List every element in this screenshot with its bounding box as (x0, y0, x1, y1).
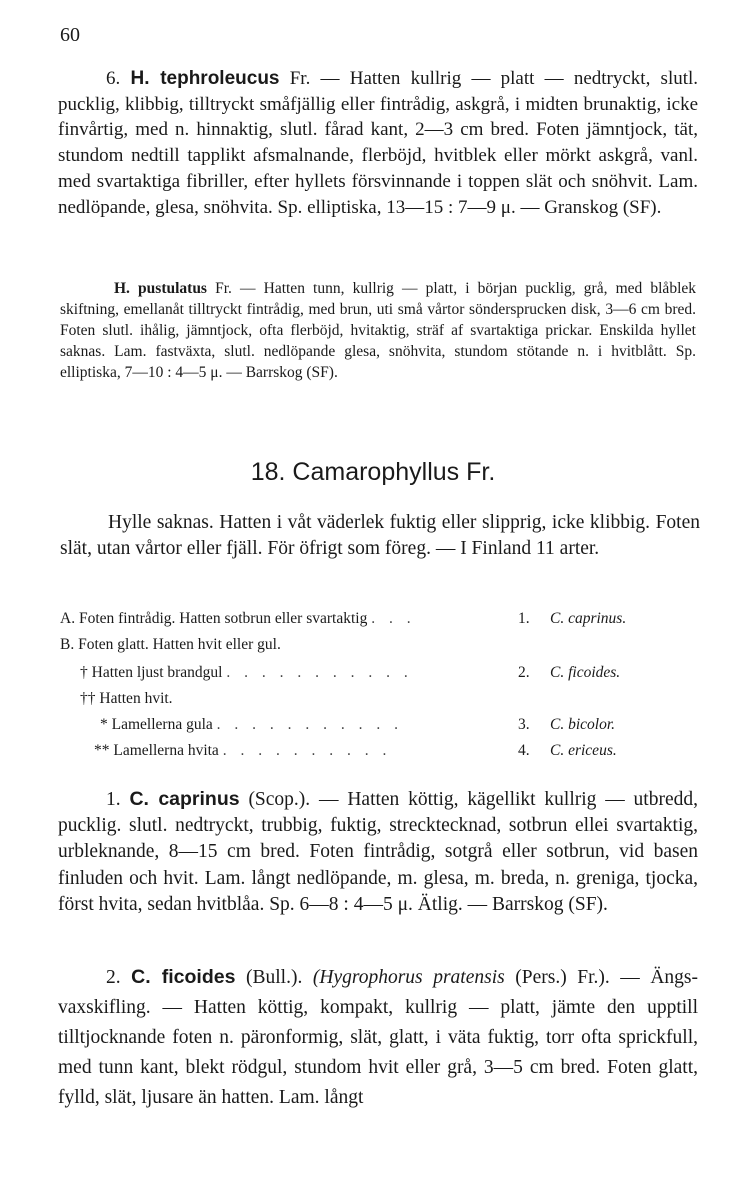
key-row: * Lamellerna gula . . . . . . . . . . . (100, 716, 404, 733)
page-number: 60 (60, 24, 80, 46)
species-entry-caprinus (58, 786, 698, 918)
key-row: B. Foten glatt. Hatten hvit eller gul. (60, 636, 281, 653)
key-species: C. ericeus. (550, 742, 617, 759)
species-description: Fr. — Hatten kullrig — platt — nedtryckt, slutl. pucklig, klibbig, tilltryckt småfjällig eller fintrådig, askgrå, i midten brunaktig, icke finvårtig, med n. hinnaktig, slutl. fårad kant, 2—3 cm bred. Foten jämntjock, tät, stundom nedtill tapplikt afsmalnande, flerböjd, hvitblek eller mörkt askgrå, vanl. med svartaktiga fibriller, efter hyllets försvinnande i toppen slät och snöhvit. Lam. nedlöpande, glesa, snöhvita. Sp. elliptiska, 13—15 : 7—9 μ. — Granskog (SF). (58, 68, 699, 218)
species-description: (Pers.) Fr.). — Ängs-vaxskifling. — Hatten köttig, kompakt, kullrig — platt, jämte den upptill tilltjocknande foten n. päronformig, slät, glatt, i väta fuktig, torr ofta sprickfull, med tunn kant, blekt rödgul, stundom hvit eller grå, 3—5 cm bred. Foten glatt, fylld, slät, ljusare än hatten. Lam. långt (58, 967, 698, 1108)
species-entry-tephroleucus (58, 66, 698, 220)
key-species: C. bicolor. (550, 716, 616, 733)
species-name: H. tephroleucus (130, 68, 280, 89)
key-row: †† Hatten hvit. (80, 690, 173, 707)
species-synonym: (Hygrophorus pratensis (312, 967, 505, 988)
key-row: ** Lamellerna hvita . . . . . . . . . . (94, 742, 392, 759)
key-number: 3. (518, 716, 530, 733)
entry-number: 6. (106, 68, 121, 89)
species-name: C. ficoides (131, 966, 236, 988)
key-species: C. ficoides. (550, 664, 621, 681)
entry-number: 2. (106, 967, 121, 988)
entry-number: 1. (106, 789, 121, 810)
species-description: (Scop.). — Hatten köttig, kägellikt kullrig — utbredd, pucklig. slutl. nedtryckt, trubbig, fuktig, strecktecknad, sotbrun ellei svartaktig, urbleknande, 8—15 cm bred. Foten fintrådig, sotgrå eller sotbrun, vid basen finluden och hvit. Lam. långt nedlöpande, m. glesa, m. breda, n. greniga, tjocka, först hvita, sedan hvitblåa. Sp. 6—8 : 4—5 μ. Ätlig. — Barrskog (SF). (58, 789, 698, 915)
species-entry-ficoides (58, 962, 698, 1113)
section-heading: 18. Camarophyllus Fr. (250, 458, 496, 486)
species-author: (Bull.). (235, 967, 313, 988)
key-species: C. caprinus. (550, 610, 627, 627)
genus-introduction: Hylle saknas. Hatten i våt väderlek fuktig eller slipprig, icke klibbig. Foten slät, utan vårtor eller fjäll. För öfrigt som föreg. — I Finland 11 arter. (60, 512, 700, 559)
key-row: † Hatten ljust brandgul . . . . . . . . . . . (80, 664, 413, 681)
key-number: 4. (518, 742, 530, 759)
species-name: H. pustulatus (114, 280, 207, 297)
key-number: 1. (518, 610, 530, 627)
key-number: 2. (518, 664, 530, 681)
key-row: A. Foten fintrådig. Hatten sotbrun eller svartaktig . . . (60, 610, 416, 627)
species-name: C. caprinus (129, 788, 240, 810)
species-description: Fr. — Hatten tunn, kullrig — platt, i början pucklig, grå, med blåblek skiftning, emellanåt tilltryckt fintrådig, med brun, uti små vårtor söndersprucken disk, 3—6 cm bred. Foten slutl. ihålig, jämntjock, ofta flerböjd, hvitaktig, sträf af svartaktiga prickar. Enskilda hyllet saknas. Lam. fastväxta, slutl. nedlöpande glesa, snöhvita, stundom stötande n. i hvitblått. Sp. elliptiska, 7—10 : 4—5 μ. — Barrskog (SF). (60, 280, 696, 381)
species-entry-pustulatus (60, 278, 696, 383)
